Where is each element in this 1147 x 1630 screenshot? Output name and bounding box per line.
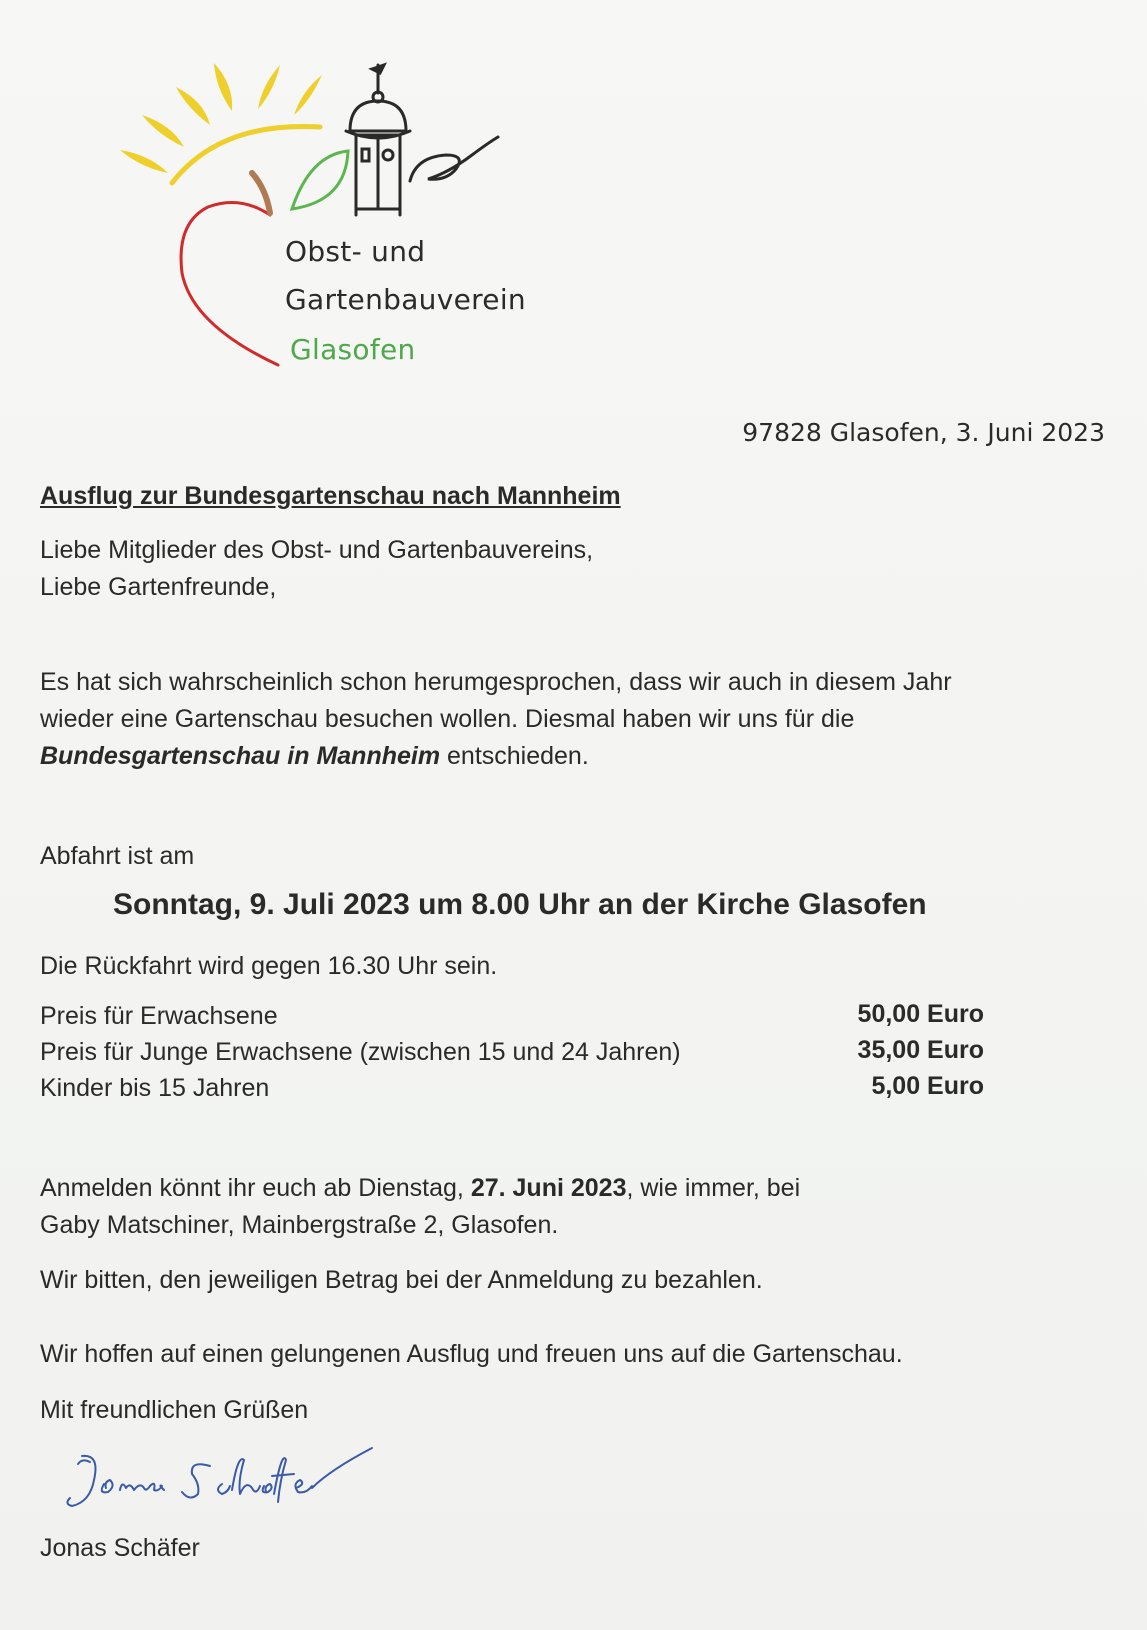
intro-emphasis: Bundesgartenschau in Mannheim xyxy=(40,742,441,770)
intro-line3 xyxy=(40,738,952,775)
price-value: 50,00 Euro xyxy=(857,1000,984,1028)
logo-text-line3: Glasofen xyxy=(290,333,416,366)
place-date: 97828 Glasofen, 3. Juni 2023 xyxy=(742,418,1105,447)
price-value: 5,00 Euro xyxy=(871,1072,984,1100)
registration-date: 27. Juni 2023 xyxy=(470,1174,627,1202)
price-row xyxy=(40,1000,990,1036)
handwritten-signature xyxy=(60,1440,420,1520)
payment-note: Wir bitten, den jeweiligen Betrag bei der Anmeldung zu bezahlen. xyxy=(40,1266,763,1294)
letter-subject: Ausflug zur Bundesgartenschau nach Mannheim xyxy=(40,482,621,510)
club-logo xyxy=(110,55,550,385)
price-row xyxy=(40,1072,990,1108)
registration-line1 xyxy=(40,1170,800,1207)
signer-name: Jonas Schäfer xyxy=(40,1534,200,1562)
greeting-line2: Liebe Gartenfreunde, xyxy=(40,573,277,601)
leaf-icon xyxy=(292,151,348,209)
price-label: Kinder bis 15 Jahren xyxy=(40,1074,270,1102)
logo-text-line1: Obst- und xyxy=(285,235,426,268)
price-label: Preis für Erwachsene xyxy=(40,1002,278,1030)
apple-icon xyxy=(181,173,278,365)
registration-start: Anmelden könnt ihr euch ab Dienstag, xyxy=(40,1174,471,1202)
sun-icon xyxy=(120,63,322,183)
closing-wish: Wir hoffen auf einen gelungenen Ausflug und freuen uns auf die Gartenschau. xyxy=(40,1340,903,1368)
signature-icon xyxy=(60,1440,420,1520)
registration-line2: Gaby Matschiner, Mainbergstraße 2, Glasofen. xyxy=(40,1211,559,1239)
swoosh-icon xyxy=(410,137,498,181)
greeting xyxy=(40,532,593,606)
intro-line2: wieder eine Gartenschau besuchen wollen. Diesmal haben wir uns für die xyxy=(40,705,855,733)
departure-label: Abfahrt ist am xyxy=(40,842,195,870)
departure-info: Sonntag, 9. Juli 2023 um 8.00 Uhr an der Kirche Glasofen xyxy=(113,888,927,921)
closing-salutation: Mit freundlichen Grüßen xyxy=(40,1396,309,1424)
intro-paragraph xyxy=(40,664,952,775)
church-tower-icon xyxy=(346,65,410,215)
registration-paragraph xyxy=(40,1170,800,1244)
intro-line1: Es hat sich wahrscheinlich schon herumgesprochen, dass wir auch in diesem Jahr xyxy=(40,668,952,696)
greeting-line1: Liebe Mitglieder des Obst- und Gartenbauvereins, xyxy=(40,536,594,564)
price-list xyxy=(40,1000,990,1108)
intro-line3-end: entschieden. xyxy=(440,742,589,770)
price-label: Preis für Junge Erwachsene (zwischen 15 und 24 Jahren) xyxy=(40,1038,681,1066)
registration-end: , wie immer, bei xyxy=(626,1174,801,1202)
price-row xyxy=(40,1036,990,1072)
logo-text-line2: Gartenbauverein xyxy=(285,283,526,316)
return-info: Die Rückfahrt wird gegen 16.30 Uhr sein. xyxy=(40,952,498,980)
price-value: 35,00 Euro xyxy=(857,1036,984,1064)
